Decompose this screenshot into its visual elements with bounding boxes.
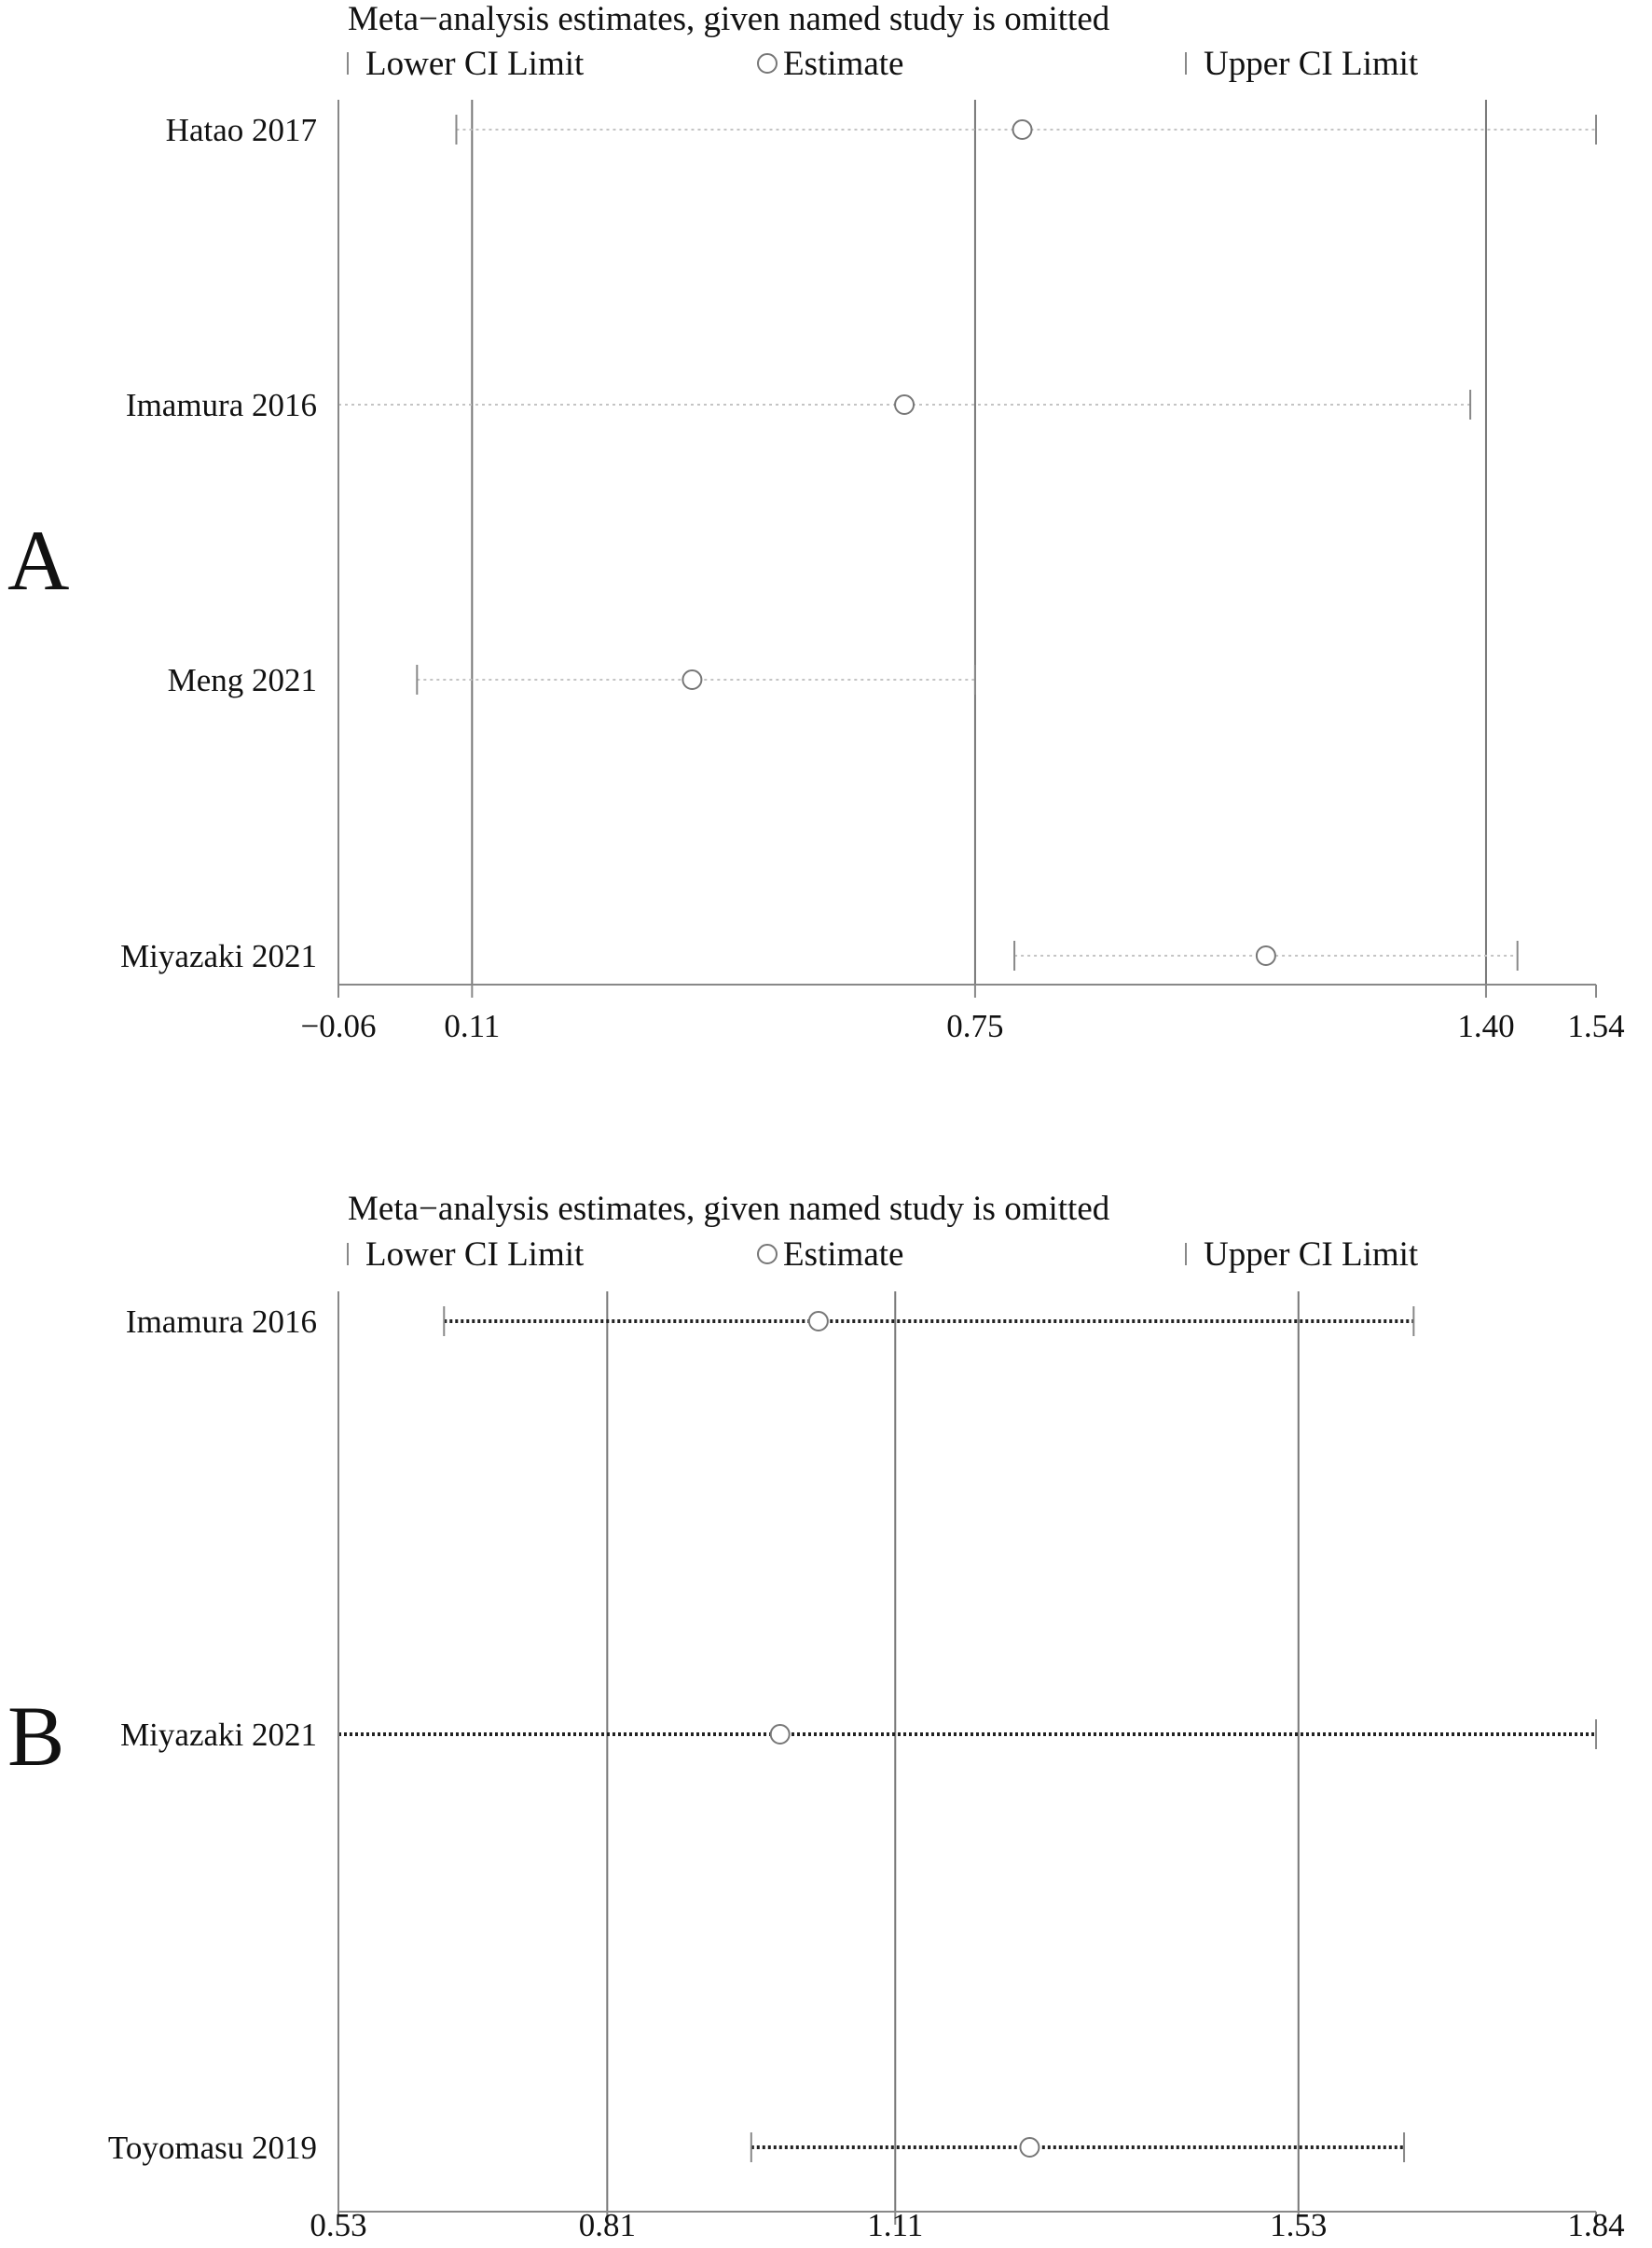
- x-tick-label: 0.75: [946, 1008, 1004, 1044]
- legend-estimate-marker: [758, 54, 777, 73]
- x-tick-label: 0.81: [578, 2207, 636, 2243]
- study-label: Imamura 2016: [125, 387, 317, 423]
- study-label: Miyazaki 2021: [120, 1717, 317, 1753]
- study-label: Meng 2021: [167, 662, 317, 698]
- legend-estimate-marker: [758, 1245, 777, 1263]
- x-tick-label: 0.11: [444, 1008, 501, 1044]
- x-tick-label: 1.40: [1457, 1008, 1515, 1044]
- legend-upper-ci-label: Upper CI Limit: [1204, 1235, 1419, 1274]
- legend-lower-ci-label: Lower CI Limit: [365, 1235, 585, 1274]
- panel-label-b: B: [7, 1689, 65, 1784]
- estimate-marker: [1013, 120, 1032, 139]
- estimate-marker: [809, 1312, 828, 1331]
- chart-title: Meta−analysis estimates, given named study is omitted: [348, 0, 1110, 38]
- estimate-marker: [682, 670, 701, 689]
- study-label: Hatao 2017: [165, 112, 317, 148]
- panel-label-a: A: [7, 513, 70, 608]
- x-tick-label: 1.53: [1270, 2207, 1328, 2243]
- x-tick-label: −0.06: [300, 1008, 377, 1044]
- x-tick-label: 1.11: [867, 2207, 924, 2243]
- x-tick-label: 0.53: [310, 2207, 367, 2243]
- legend-upper-ci-label: Upper CI Limit: [1204, 45, 1419, 83]
- estimate-marker: [771, 1725, 790, 1744]
- legend-estimate-label: Estimate: [783, 1235, 904, 1274]
- study-label: Miyazaki 2021: [120, 938, 317, 974]
- x-tick-label: 1.84: [1567, 2207, 1625, 2243]
- legend-lower-ci-label: Lower CI Limit: [365, 45, 585, 83]
- chart-title: Meta−analysis estimates, given named study is omitted: [348, 1190, 1110, 1228]
- study-label: Imamura 2016: [125, 1303, 317, 1340]
- estimate-marker: [895, 395, 914, 414]
- estimate-marker: [1020, 2138, 1039, 2157]
- study-label: Toyomasu 2019: [107, 2130, 317, 2166]
- x-tick-label: 1.54: [1567, 1008, 1625, 1044]
- legend-estimate-label: Estimate: [783, 45, 904, 83]
- estimate-marker: [1257, 946, 1275, 965]
